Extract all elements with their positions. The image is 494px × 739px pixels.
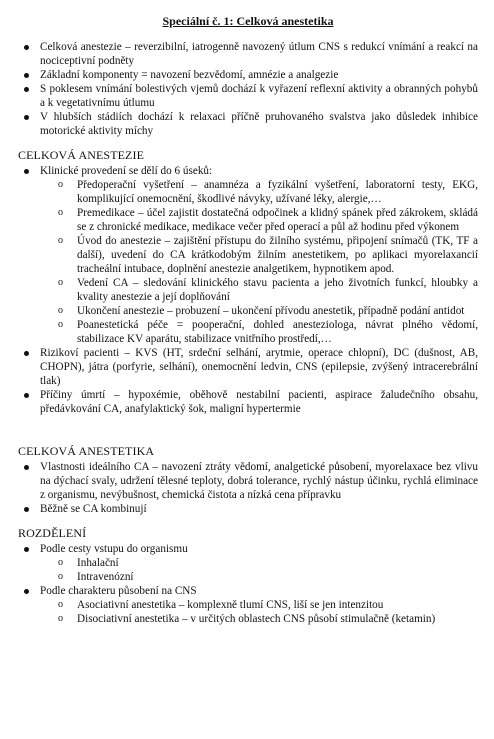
- list-item-text: Podle charakteru působení na CNS: [40, 585, 197, 597]
- sublist-item: o Disociativní anestetika – v určitých oblastech CNS působí stimulačně (ketamin): [77, 612, 478, 626]
- page-title: Speciální č. 1: Celková anestetika: [162, 14, 334, 28]
- sublist: [40, 556, 478, 584]
- sublist-item: o Intravenózní: [77, 570, 478, 584]
- section-heading: CELKOVÁ ANESTEZIE: [18, 148, 145, 162]
- spacer: [18, 416, 478, 434]
- sublist: [40, 178, 478, 346]
- list-item: Celková anestezie – reverzibilní, iatrogenně navozený útlum CNS s redukcí vnímání a reakcí na nociceptivní podněty: [40, 41, 478, 67]
- sublist-item: o Ukončení anestezie – probuzení – ukončení přívodu anestetik, případně podání antidot: [77, 304, 478, 318]
- section-heading: CELKOVÁ ANESTETIKA: [18, 444, 155, 458]
- sublist-item: o Vedení CA – sledování klinického stavu pacienta a jeho životních funkcí, hloubky a kvality anestezie a její doplňování: [77, 276, 478, 304]
- list-item: Vlastnosti ideálního CA – navození ztráty vědomí, analgetické působení, myorelaxace bez vlivu na dýchací svaly, udržení tělesné teploty, dobrá tolerance, rychlý nástup účinku, rychlá eliminace z organismu, nevýbušnost, chemická čistota a nízká cena přípravku: [40, 461, 478, 501]
- list-item: [40, 542, 478, 584]
- sublist-item: o Poanestetická péče = pooperační, dohled anesteziologa, návrat plného vědomí, stabilizace KV aparátu, stabilizace vnitřního prostředí,…: [77, 318, 478, 346]
- list-item: [40, 584, 478, 626]
- sublist-item: o Předoperační vyšetření – anamnéza a fyzikální vyšetření, laboratorní testy, EKG, komplikující onemocnění, škodlivé návyky, užívané léky, alergie,…: [77, 178, 478, 206]
- sublist-item: o Premedikace – účel zajistit dostatečná odpočinek a klidný spánek před zákrokem, skládá se z chronické medikace, medikace večer před operací a půl až hodinu před výkonem: [77, 206, 478, 234]
- list-item: Základní komponenty = navození bezvědomí, amnézie a analgezie: [40, 68, 478, 82]
- section1-list: [18, 164, 478, 416]
- intro-list: [18, 40, 478, 138]
- list-item-text: Klinické provedení se dělí do 6 úseků:: [40, 165, 213, 177]
- sublist: [40, 598, 478, 626]
- list-item: Příčiny úmrtí – hypoxémie, oběhově nestabilní pacienti, aspirace žaludečního obsahu, předávkování CA, anafylaktický šok, maligní hypertermie: [40, 389, 478, 415]
- section-heading: ROZDĚLENÍ: [18, 526, 87, 540]
- list-item: [40, 164, 478, 346]
- list-item: S poklesem vnímání bolestivých vjemů dochází k vyřazení reflexní aktivity a obranných pohybů a k vegetativnímu útlumu: [40, 83, 478, 109]
- section3-list: [18, 542, 478, 626]
- list-item: Běžně se CA kombinují: [40, 502, 478, 516]
- list-item: Rizikoví pacienti – KVS (HT, srdeční selhání, arytmie, operace chlopní), DC (dušnost, AB, CHOPN), játra (porfyrie, selhání), onemocnění ledvin, CNS (epilepsie, zvýšený intracerebrální tlak): [40, 347, 478, 387]
- list-item-text: Podle cesty vstupu do organismu: [40, 543, 188, 555]
- sublist-item: o Úvod do anestezie – zajištění přístupu do žilního systému, připojení snímačů (TK, TF a další), uvedení do CA krátkodobým žilním anestetikem, po aplikaci myorelaxancií tracheální intubace, doplnění anestezie analgetikem, hypnotikem apod.: [77, 234, 478, 276]
- list-item: V hlubších stádiích dochází k relaxaci příčně pruhovaného svalstva jako důsledek inhibice motorické aktivity míchy: [40, 111, 478, 137]
- sublist-item: o Inhalační: [77, 556, 478, 570]
- sublist-item: o Asociativní anestetika – komplexně tlumí CNS, liší se jen intenzitou: [77, 598, 478, 612]
- section2-list: [18, 460, 478, 516]
